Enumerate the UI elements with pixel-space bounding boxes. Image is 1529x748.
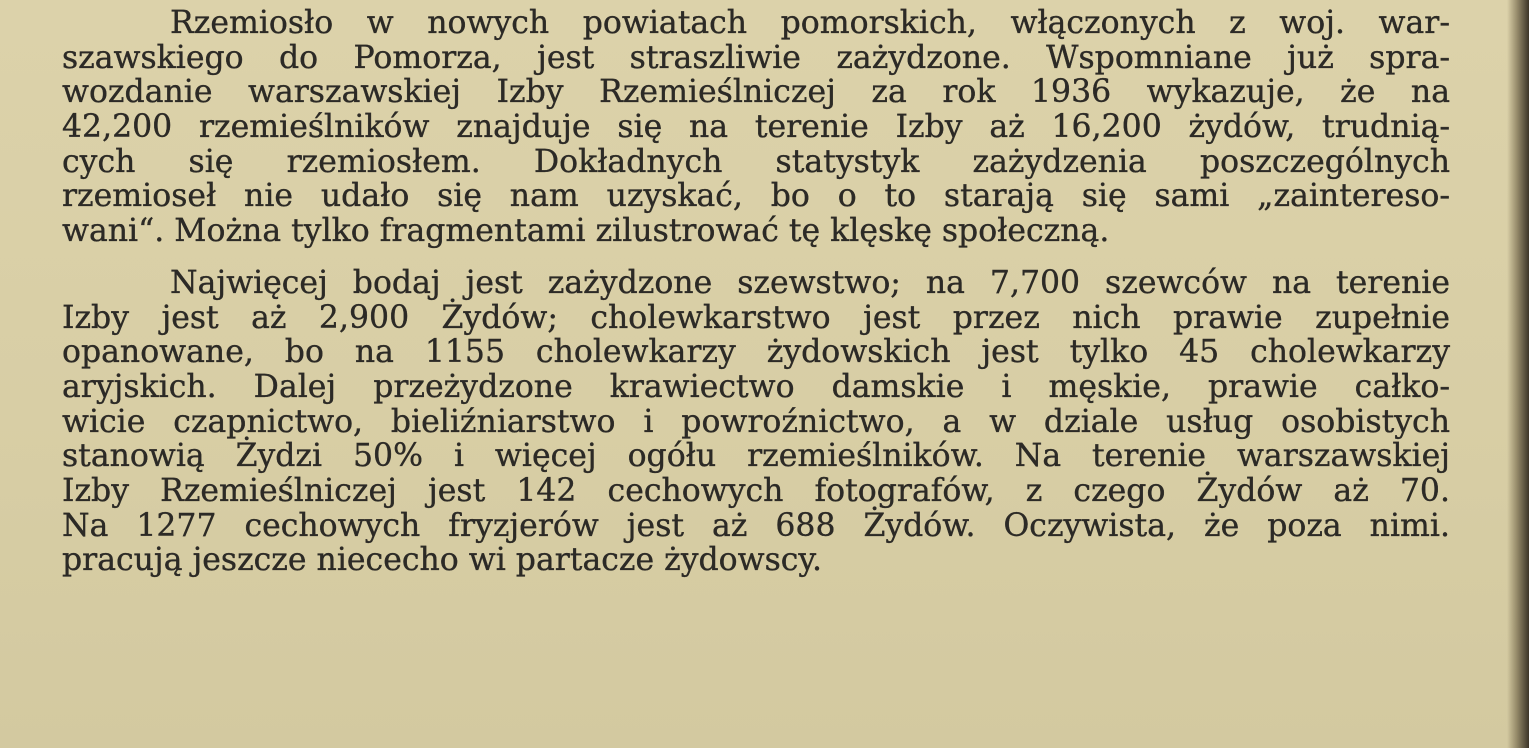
text-line: wani“. Można tylko fragmentami zilustrować tę klęskę społeczną. — [62, 213, 1110, 250]
text-line: Najwięcej bodaj jest zażydzone szewstwo; na 7,700 szewców na terenie — [170, 264, 1450, 301]
text-line: rzemioseł nie udało się nam uzyskać, bo o to starają się sami „zaintereso- — [62, 178, 1450, 215]
text-line: Na 1277 cechowych fryzjerów jest aż 688 Żydów. Oczywista, że poza nimi. — [62, 507, 1450, 544]
text-line: pracują jeszcze niececho wi partacze żydowscy. — [62, 542, 823, 579]
paragraph-1 — [62, 6, 1450, 249]
text-line: wicie czapnictwo, bieliźniarstwo i powroźnictwo, a w dziale usług osobistych — [62, 403, 1450, 440]
page-edge-shadow — [1507, 0, 1529, 748]
body-text — [62, 6, 1450, 578]
text-line: Izby Rzemieślniczej jest 142 cechowych fotografów, z czego Żydów aż 70. — [62, 472, 1450, 509]
paragraph-2 — [62, 266, 1450, 578]
text-line: Izby jest aż 2,900 Żydów; cholewkarstwo jest przez nich prawie zupełnie — [62, 299, 1450, 336]
text-line: opanowane, bo na 1155 cholewkarzy żydowskich jest tylko 45 cholewkarzy — [62, 334, 1450, 371]
text-line: aryjskich. Dalej przeżydzone krawiectwo damskie i męskie, prawie całko- — [62, 368, 1450, 405]
text-line: stanowią Żydzi 50% i więcej ogółu rzemieślników. Na terenie warszawskiej — [62, 438, 1450, 475]
text-line: szawskiego do Pomorza, jest straszliwie zażydzone. Wspomniane już spra- — [62, 39, 1450, 76]
text-line: Rzemiosło w nowych powiatach pomorskich, włączonych z woj. war- — [170, 5, 1450, 41]
text-line: wozdanie warszawskiej Izby Rzemieślniczej za rok 1936 wykazuje, że na — [62, 74, 1450, 111]
text-line: 42,200 rzemieślników znajduje się na terenie Izby aż 16,200 żydów, trudnią- — [62, 109, 1450, 146]
text-line: cych się rzemiosłem. Dokładnych statystyk zażydzenia poszczególnych — [62, 143, 1450, 180]
